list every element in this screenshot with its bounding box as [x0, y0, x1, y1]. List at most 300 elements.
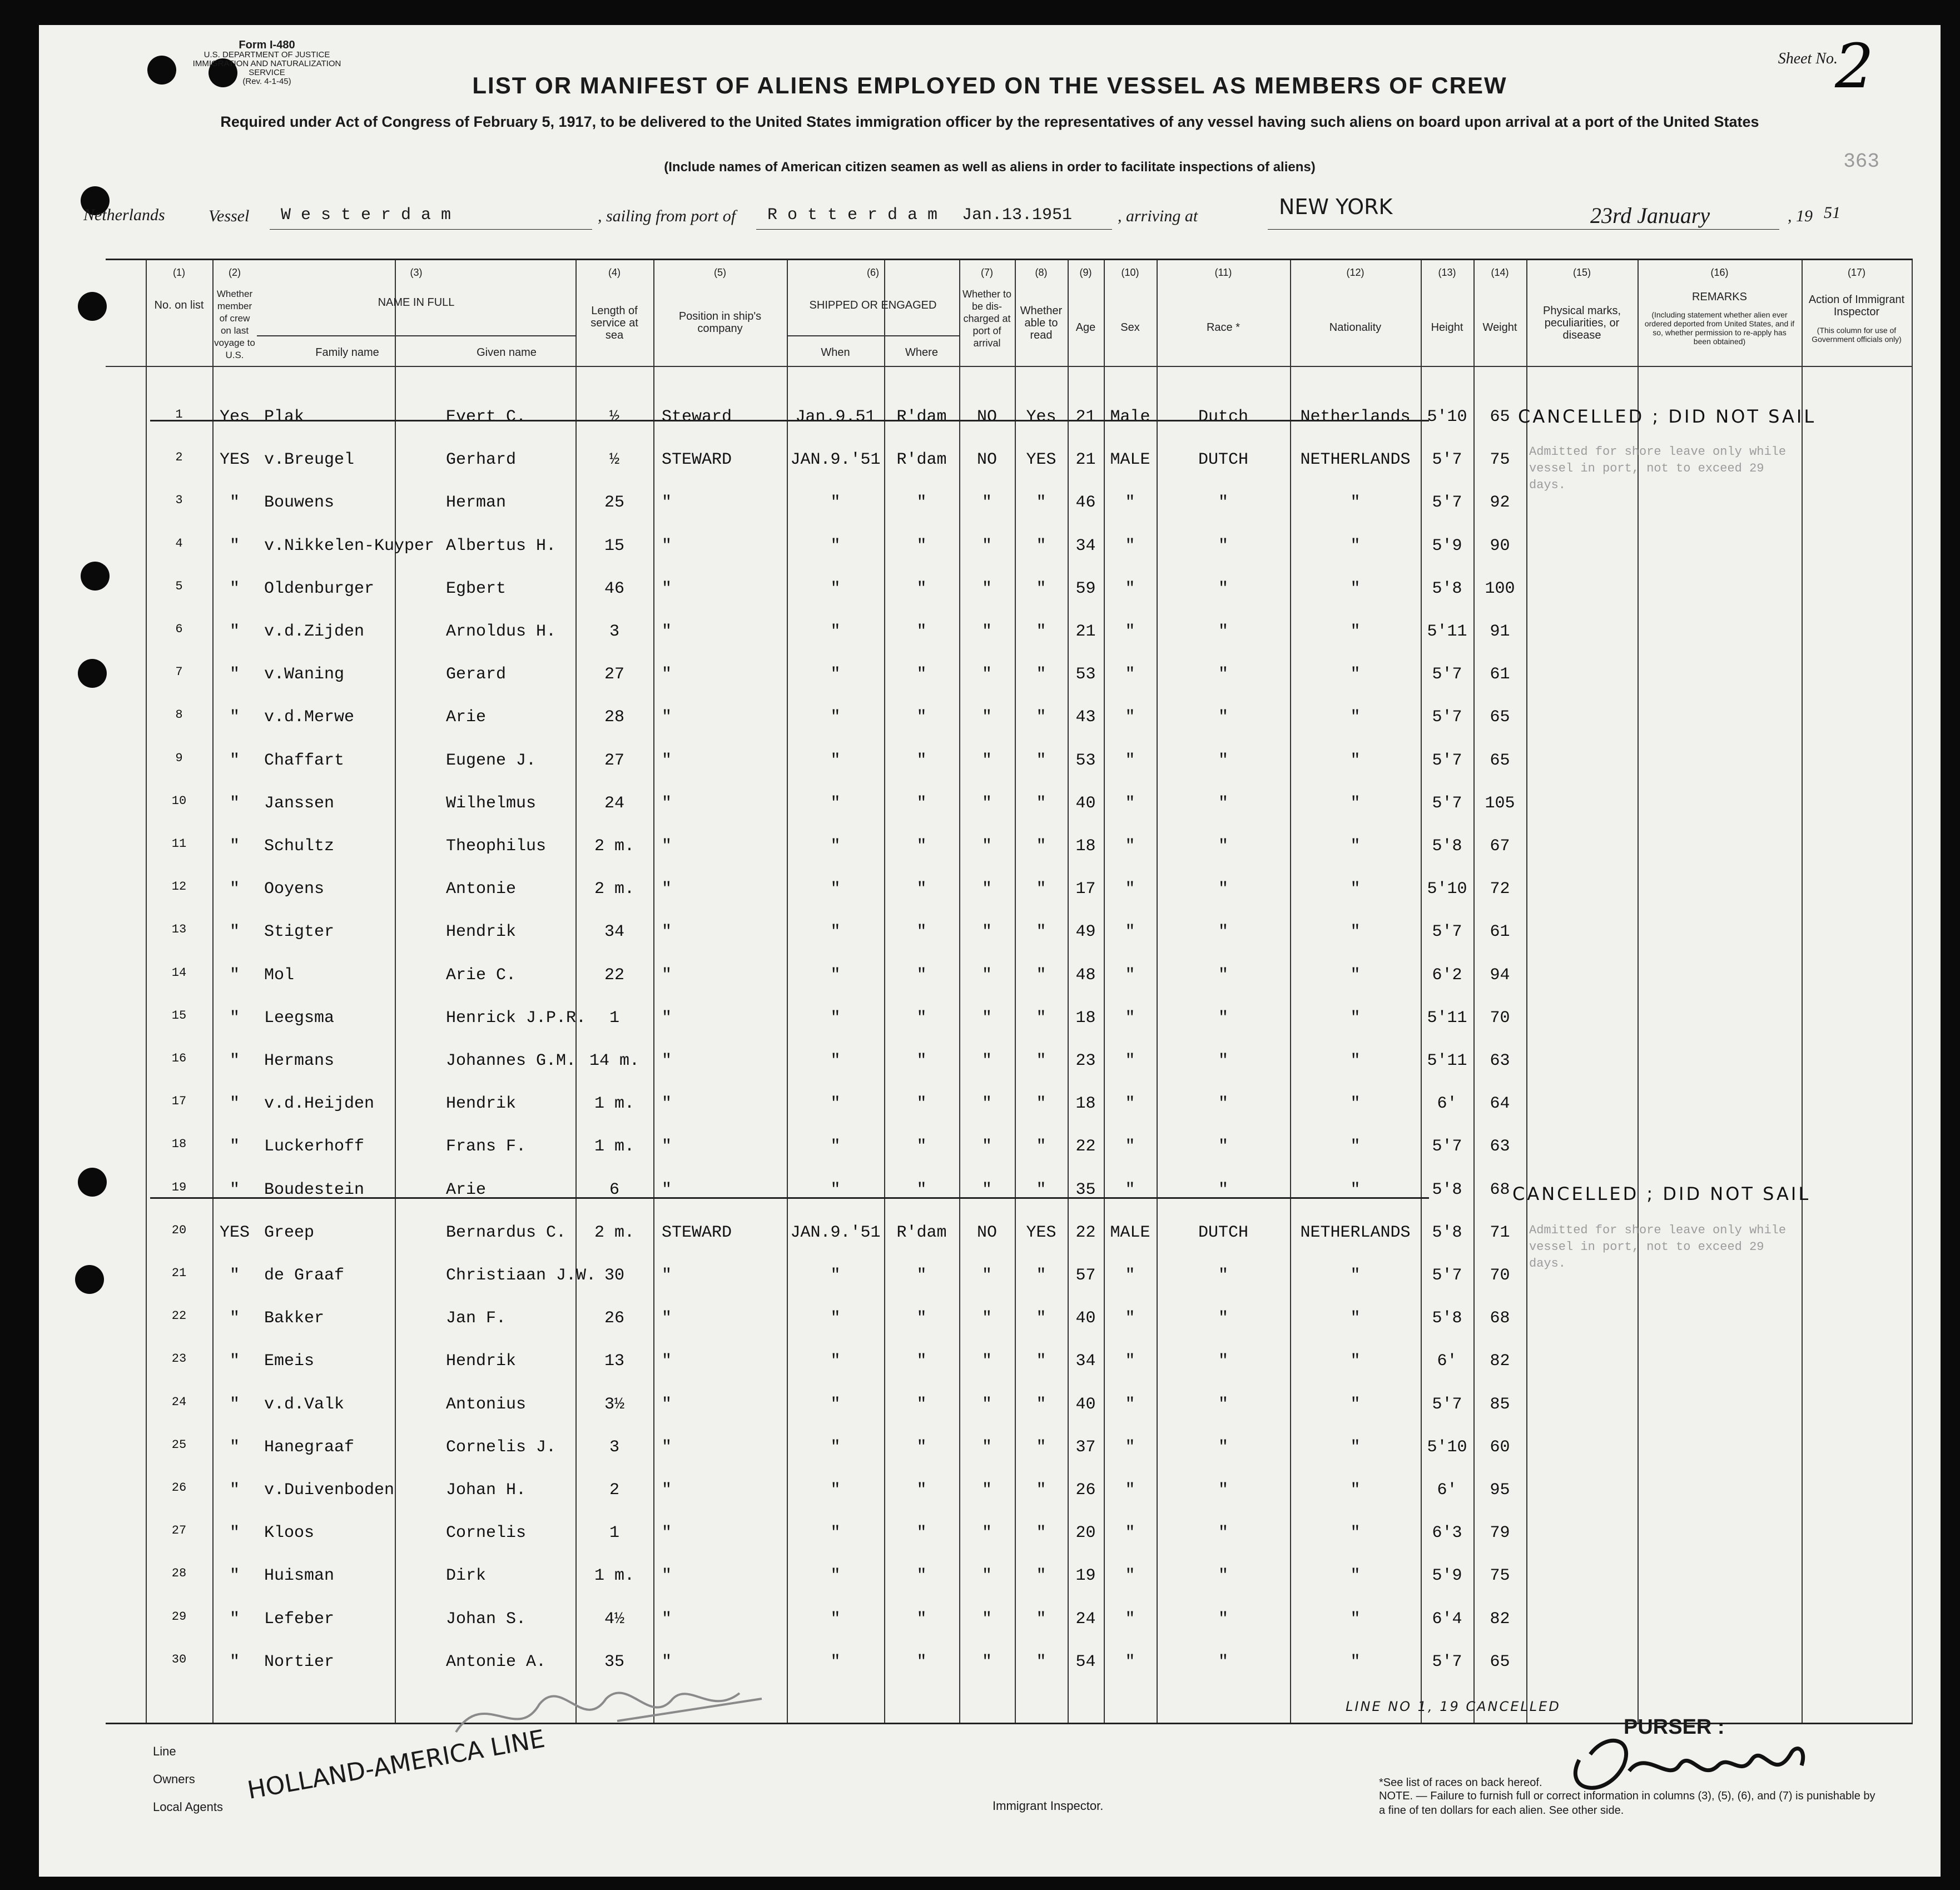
cell-no: 8 [175, 708, 183, 722]
cell-member: " [229, 1437, 240, 1457]
cell-when: " [830, 1051, 841, 1070]
cell-read: " [1036, 1395, 1046, 1414]
cell-weight: 82 [1490, 1352, 1510, 1371]
header-remarks-sub: (Including statement whether alien ever ordered deported from United States, and if so, whether permission to re-apply has been obtained) [1644, 310, 1795, 346]
col-num: (13) [1438, 267, 1456, 278]
cell-position: " [662, 1051, 672, 1070]
cell-read: " [1036, 1566, 1046, 1586]
page-note: (Include names of American citizen seamen as well as aliens in order to facilitate inspections of aliens) [664, 160, 1316, 175]
cell-length: 14 m. [589, 1051, 639, 1070]
cell-where: " [916, 1524, 927, 1543]
cell-discharged: " [981, 665, 992, 684]
cell-sex: " [1125, 922, 1135, 942]
cell-position: " [662, 1481, 672, 1500]
page-stamp: 363 [1843, 150, 1879, 173]
cell-sex: " [1125, 880, 1135, 899]
cell-nationality: " [1350, 1266, 1361, 1285]
cell-when: JAN.9.'51 [790, 1223, 881, 1242]
col-num: (15) [1572, 267, 1591, 278]
cell-height: 5'10 [1427, 1437, 1467, 1457]
cell-given: Dirk [446, 1566, 487, 1586]
departure-date: Jan.13.1951 [962, 206, 1073, 225]
cell-given: Herman [446, 493, 507, 513]
cell-given: Henrick J.P.R. [446, 1008, 587, 1028]
cell-no: 26 [171, 1481, 187, 1495]
header-family-name: Family name [315, 346, 379, 359]
cell-weight: 82 [1490, 1609, 1510, 1629]
cell-read: " [1036, 708, 1046, 727]
cell-age: 18 [1075, 1094, 1096, 1114]
destination-port: NEW YORK [1279, 195, 1393, 219]
cell-weight: 65 [1490, 708, 1510, 727]
cell-member: " [229, 1094, 240, 1114]
punch-hole [78, 292, 107, 321]
cell-where: " [916, 1094, 927, 1114]
cell-length: 1 m. [594, 1566, 634, 1586]
cell-age: 34 [1075, 536, 1096, 555]
cell-race: " [1218, 1094, 1228, 1114]
cell-discharged: " [981, 1352, 992, 1371]
cell-height: 5'7 [1432, 1652, 1462, 1671]
header-name-in-full: NAME IN FULL [378, 296, 455, 309]
cell-when: " [830, 1309, 841, 1328]
cell-where: " [916, 665, 927, 684]
cell-discharged: " [981, 922, 992, 942]
cell-length: ½ [609, 408, 619, 426]
cell-member: YES [219, 1223, 250, 1242]
cell-member: " [229, 837, 240, 856]
cell-where: R'dam [896, 450, 947, 470]
cell-given: Eugene J. [446, 751, 537, 770]
cell-position: " [662, 1008, 672, 1028]
cell-when: " [830, 1395, 841, 1414]
cell-read: " [1036, 536, 1046, 555]
cell-sex: " [1125, 965, 1135, 985]
cell-discharged: " [981, 1524, 992, 1543]
cell-member: " [229, 1652, 240, 1671]
cell-age: 49 [1075, 922, 1096, 942]
departure-port: R o t t e r d a m [767, 206, 938, 225]
cell-when: " [830, 1609, 841, 1629]
cell-family: Chaffart [264, 751, 345, 770]
cell-when: " [830, 1652, 841, 1671]
cell-nationality: " [1350, 1051, 1361, 1070]
vessel-name: W e s t e r d a m [281, 206, 451, 225]
cell-height: 5'7 [1432, 1266, 1462, 1285]
page-subtitle: Required under Act of Congress of February 5, 1917, to be delivered to the United States immigration officer by the representatives of any vessel having such aliens on board upon arrival at a port of the United States [220, 113, 1759, 130]
cell-given: Antonie [446, 880, 517, 899]
cell-when: " [830, 1266, 841, 1285]
header-where: Where [905, 346, 938, 359]
cell-no: 1 [175, 408, 183, 421]
cell-where: " [916, 922, 927, 942]
cell-where: " [916, 965, 927, 985]
cell-weight: 65 [1490, 1652, 1510, 1671]
cell-when: " [830, 751, 841, 770]
cell-height: 5'7 [1432, 1137, 1462, 1157]
header-action: Action of Immigrant Inspector [1808, 294, 1905, 318]
cell-read: " [1036, 1094, 1046, 1114]
cell-weight: 63 [1490, 1051, 1510, 1070]
col-num: (17) [1847, 267, 1865, 278]
cell-where: " [916, 493, 927, 513]
cell-nationality: " [1350, 1524, 1361, 1543]
cell-discharged: " [981, 1481, 992, 1500]
cell-length: 1 m. [594, 1137, 634, 1157]
cell-read: " [1036, 751, 1046, 770]
col-num: (11) [1214, 267, 1232, 278]
cell-age: 21 [1075, 450, 1096, 470]
cell-race: " [1218, 880, 1228, 899]
cell-when: " [830, 1437, 841, 1457]
cell-read: " [1036, 1524, 1046, 1543]
cell-given: Hendrik [446, 1352, 517, 1371]
cell-race: DUTCH [1198, 1223, 1248, 1242]
local-agents-label: Local Agents [153, 1800, 223, 1814]
cell-given: Wilhelmus [446, 793, 537, 813]
cell-weight: 100 [1485, 579, 1515, 598]
cell-read: " [1036, 579, 1046, 598]
cell-race: " [1218, 1481, 1228, 1500]
cell-race: " [1218, 1309, 1228, 1328]
cell-read: " [1036, 1051, 1046, 1070]
cell-discharged: " [981, 1137, 992, 1157]
cell-nationality: " [1350, 1180, 1361, 1199]
cell-given: Cornelis [446, 1524, 527, 1543]
cell-weight: 95 [1490, 1481, 1510, 1500]
cell-given: Johan H. [446, 1481, 527, 1500]
cell-family: v.d.Zijden [264, 622, 365, 641]
col-num: (9) [1079, 267, 1092, 278]
cell-sex: " [1125, 751, 1135, 770]
cell-weight: 60 [1490, 1437, 1510, 1457]
cell-sex: " [1125, 793, 1135, 813]
cell-family: v.Nikkelen-Kuyper [264, 536, 435, 555]
cell-race: " [1218, 1437, 1228, 1457]
purser-signature [1557, 1715, 1890, 1793]
cell-given: Arnoldus H. [446, 622, 557, 641]
col-num: (12) [1346, 267, 1364, 278]
cell-read: " [1036, 1609, 1046, 1629]
cell-no: 4 [175, 536, 183, 550]
cell-discharged: " [981, 1266, 992, 1285]
cell-no: 28 [171, 1566, 187, 1581]
cell-sex: MALE [1110, 450, 1150, 470]
cell-no: 5 [175, 579, 183, 593]
cell-position: " [662, 837, 672, 856]
cell-member: " [229, 1309, 240, 1328]
cell-discharged: " [981, 1094, 992, 1114]
cell-discharged: " [981, 751, 992, 770]
purser-label: PURSER : [1624, 1715, 1725, 1739]
cell-race: " [1218, 579, 1228, 598]
cell-family: Lefeber [264, 1609, 335, 1629]
cell-no: 3 [175, 493, 183, 508]
cell-length: 2 m. [594, 880, 634, 899]
cell-member: " [229, 1352, 240, 1371]
cell-discharged: NO [976, 1223, 997, 1242]
cell-member: " [229, 1008, 240, 1028]
cell-where: " [916, 708, 927, 727]
cell-read: " [1036, 1652, 1046, 1671]
cell-length: 1 [609, 1524, 619, 1543]
cell-nationality: " [1350, 1609, 1361, 1629]
cell-no: 18 [171, 1137, 187, 1152]
cell-no: 7 [175, 665, 183, 679]
cell-given: Hendrik [446, 1094, 517, 1114]
cell-nationality: " [1350, 1652, 1361, 1671]
cell-position: " [662, 1309, 672, 1328]
cell-family: v.d.Valk [264, 1395, 345, 1414]
cell-read: " [1036, 1266, 1046, 1285]
cell-sex: " [1125, 1309, 1135, 1328]
col-num: (8) [1035, 267, 1048, 278]
cell-given: Arie [446, 1180, 487, 1199]
cell-nationality: " [1350, 965, 1361, 985]
col-num: (6) [867, 267, 879, 278]
cell-weight: 68 [1490, 1180, 1510, 1199]
cell-discharged: " [981, 1609, 992, 1629]
cell-family: Hanegraaf [264, 1437, 355, 1457]
cell-nationality: " [1350, 751, 1361, 770]
cell-height: 6'4 [1432, 1609, 1462, 1629]
cell-given: Evert C. [446, 408, 527, 426]
cell-position: " [662, 1137, 672, 1157]
cell-when: " [830, 493, 841, 513]
cell-discharged: " [981, 1180, 992, 1199]
cell-age: 18 [1075, 1008, 1096, 1028]
cell-family: Janssen [264, 793, 335, 813]
cell-where: " [916, 1609, 927, 1629]
form-revision: (Rev. 4-1-45) [242, 77, 291, 86]
cell-family: v.d.Merwe [264, 708, 355, 727]
cell-age: 53 [1075, 751, 1096, 770]
cell-member: " [229, 880, 240, 899]
cell-family: v.d.Heijden [264, 1094, 375, 1114]
cell-position: " [662, 793, 672, 813]
cell-when: " [830, 837, 841, 856]
cell-length: 30 [604, 1266, 624, 1285]
cell-read: YES [1026, 450, 1056, 470]
cell-age: 46 [1075, 493, 1096, 513]
cell-height: 5'7 [1432, 665, 1462, 684]
cell-length: 26 [604, 1309, 624, 1328]
cell-weight: 79 [1490, 1524, 1510, 1543]
col-num: (2) [229, 267, 241, 278]
cell-nationality: " [1350, 579, 1361, 598]
cell-height: 5'8 [1432, 837, 1462, 856]
cell-no: 11 [171, 837, 187, 851]
cell-member: " [229, 1180, 240, 1199]
cell-nationality: " [1350, 665, 1361, 684]
cell-weight: 75 [1490, 1566, 1510, 1586]
cell-sex: " [1125, 708, 1135, 727]
cell-given: Jan F. [446, 1309, 507, 1328]
cell-race: " [1218, 708, 1228, 727]
cell-length: 46 [604, 579, 624, 598]
cell-family: Bakker [264, 1309, 325, 1328]
cell-sex: " [1125, 1180, 1135, 1199]
cell-discharged: " [981, 965, 992, 985]
cell-length: 3 [609, 1437, 619, 1457]
cell-when: " [830, 1094, 841, 1114]
cell-given: Bernardus C. [446, 1223, 567, 1242]
owners-label: Owners [153, 1772, 195, 1786]
cell-length: 15 [604, 536, 624, 555]
cell-given: Johannes G.M. [446, 1051, 577, 1070]
cell-where: " [916, 1051, 927, 1070]
cell-no: 12 [171, 880, 187, 894]
cell-age: 54 [1075, 1652, 1096, 1671]
inspector-signature [450, 1665, 784, 1754]
cell-position: Steward [662, 408, 732, 426]
cell-member: " [229, 1395, 240, 1414]
cell-height: 6' [1437, 1094, 1457, 1114]
cell-discharged: NO [976, 450, 997, 470]
cell-position: " [662, 708, 672, 727]
cell-age: 59 [1075, 579, 1096, 598]
cell-race: " [1218, 793, 1228, 813]
cell-read: YES [1026, 1223, 1056, 1242]
col-num: (1) [173, 267, 185, 278]
cell-given: Egbert [446, 579, 507, 598]
cell-nationality: " [1350, 1137, 1361, 1157]
cell-weight: 65 [1490, 408, 1510, 426]
cell-height: 6' [1437, 1481, 1457, 1500]
header-member-last-voyage: Whether member of crew on last voyage to U.S. [214, 289, 255, 360]
cell-when: " [830, 965, 841, 985]
cell-discharged: " [981, 536, 992, 555]
cell-height: 5'10 [1427, 880, 1467, 899]
cell-height: 5'7 [1432, 708, 1462, 727]
cell-no: 16 [171, 1051, 187, 1065]
sheet-number: 2 [1835, 31, 1874, 102]
cell-nationality: " [1350, 837, 1361, 856]
cell-weight: 94 [1490, 965, 1510, 985]
cell-when: " [830, 622, 841, 641]
cell-age: 40 [1075, 1309, 1096, 1328]
header-given-name: Given name [477, 346, 537, 359]
cell-sex: " [1125, 579, 1135, 598]
cell-length: 2 m. [594, 837, 634, 856]
cell-age: 22 [1075, 1137, 1096, 1157]
strikethrough-row-1 [150, 420, 1429, 421]
crew-table [106, 259, 1913, 1724]
cell-where: " [916, 622, 927, 641]
cell-discharged: " [981, 1652, 992, 1671]
cell-weight: 68 [1490, 1309, 1510, 1328]
cell-where: " [916, 1395, 927, 1414]
cell-member: " [229, 922, 240, 942]
cell-no: 25 [171, 1437, 187, 1452]
cell-length: 1 [609, 1008, 619, 1028]
cell-length: 28 [604, 708, 624, 727]
inspector-label: Immigrant Inspector. [993, 1799, 1104, 1813]
cell-height: 5'8 [1432, 1223, 1462, 1242]
cell-height: 5'7 [1432, 751, 1462, 770]
sailing-label: , sailing from port of [598, 207, 736, 225]
cell-family: Oldenburger [264, 579, 375, 598]
cell-family: v.Duivenboden [264, 1481, 395, 1500]
cell-read: " [1036, 1137, 1046, 1157]
cell-no: 23 [171, 1352, 187, 1366]
cell-given: Arie C. [446, 965, 517, 985]
header-physical-marks: Physical marks, peculiarities, or disease [1542, 305, 1621, 341]
cell-position: " [662, 1180, 672, 1199]
cell-member: " [229, 793, 240, 813]
cell-position: " [662, 1652, 672, 1671]
cell-read: " [1036, 1180, 1046, 1199]
cell-age: 26 [1075, 1481, 1096, 1500]
cell-nationality: " [1350, 493, 1361, 513]
cell-family: Greep [264, 1223, 315, 1242]
cell-family: Kloos [264, 1524, 315, 1543]
remark-faint-row-20: Admitted for shore leave only while vessel in port, not to exceed 29 days. [1529, 1223, 1787, 1271]
cell-race: " [1218, 1395, 1228, 1414]
cell-nationality: " [1350, 793, 1361, 813]
cell-no: 14 [171, 965, 187, 980]
cell-race: " [1218, 1609, 1228, 1629]
cell-position: STEWARD [662, 450, 732, 470]
cell-nationality: " [1350, 922, 1361, 942]
cell-height: 5'11 [1427, 622, 1467, 641]
cell-when: " [830, 1008, 841, 1028]
cell-discharged: " [981, 1566, 992, 1586]
cell-read: " [1036, 665, 1046, 684]
cell-height: 5'7 [1432, 450, 1462, 470]
cell-position: STEWARD [662, 1223, 732, 1242]
cell-sex: " [1125, 536, 1135, 555]
cell-position: " [662, 536, 672, 555]
cell-height: 6' [1437, 1352, 1457, 1371]
header-weight: Weight [1482, 321, 1517, 334]
sheet-number-label: Sheet No. [1778, 50, 1838, 67]
cell-member: " [229, 1137, 240, 1157]
cell-race: " [1218, 751, 1228, 770]
cell-height: 5'8 [1432, 1309, 1462, 1328]
cell-member: " [229, 965, 240, 985]
cell-when: " [830, 793, 841, 813]
cell-when: Jan.9.51 [795, 408, 876, 426]
cell-where: " [916, 536, 927, 555]
cell-when: " [830, 1352, 841, 1371]
cell-where: " [916, 880, 927, 899]
cell-family: Hermans [264, 1051, 335, 1070]
form-number: Form I-480 [239, 39, 295, 51]
cell-given: Christiaan J.W. [446, 1266, 597, 1285]
cell-read: " [1036, 1481, 1046, 1500]
cell-given: Antonie A. [446, 1652, 547, 1671]
arrival-date: 23rd January [1590, 203, 1710, 228]
cell-sex: " [1125, 1051, 1135, 1070]
cell-weight: 85 [1490, 1395, 1510, 1414]
cell-height: 6'3 [1432, 1524, 1462, 1543]
cell-position: " [662, 622, 672, 641]
cell-weight: 92 [1490, 493, 1510, 513]
punch-hole [75, 1265, 104, 1294]
col-num: (3) [410, 267, 423, 278]
cell-no: 17 [171, 1094, 187, 1109]
cell-discharged: NO [976, 408, 997, 426]
cell-family: Huisman [264, 1566, 335, 1586]
cell-nationality: " [1350, 1309, 1361, 1328]
cell-sex: " [1125, 622, 1135, 641]
col-num: (16) [1710, 267, 1729, 278]
cell-family: Plak [264, 408, 305, 426]
cell-given: Theophilus [446, 837, 547, 856]
cell-length: 22 [604, 965, 624, 985]
cell-when: " [830, 1566, 841, 1586]
